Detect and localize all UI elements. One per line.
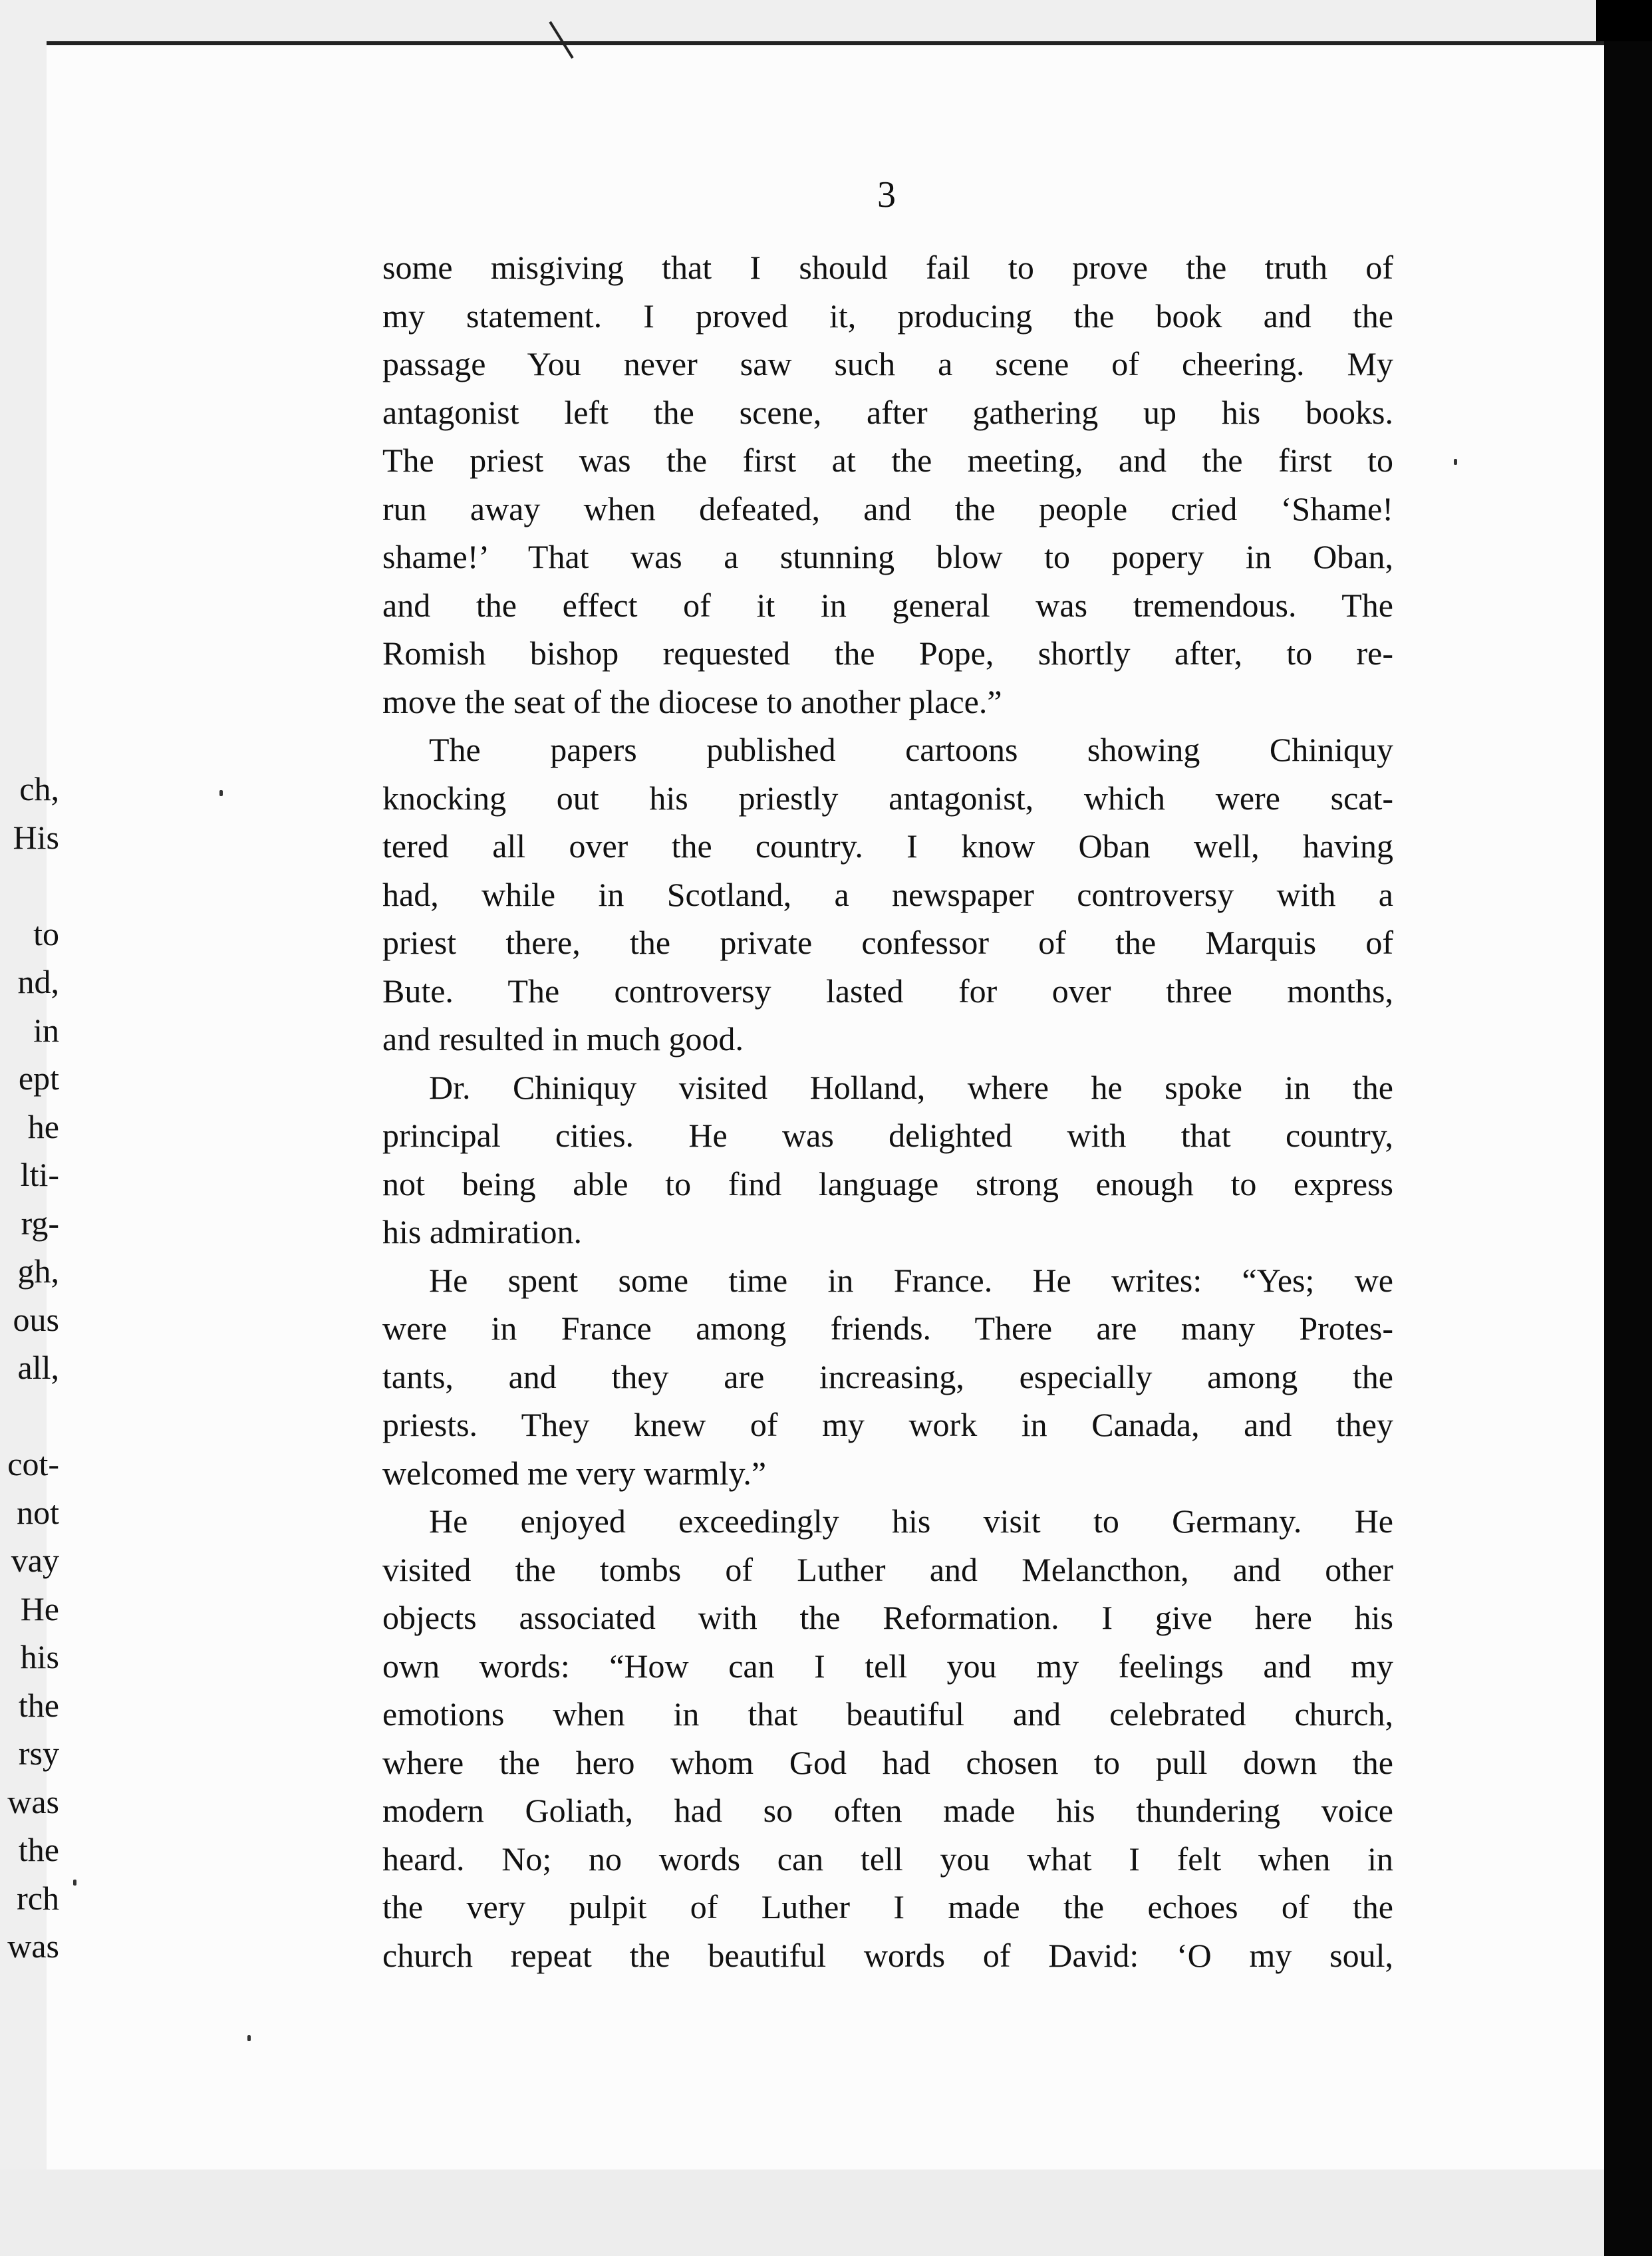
text-line: welcomed me very warmly.” xyxy=(382,1454,767,1492)
text-line: He enjoyed exceedingly his visit to Germany. He xyxy=(429,1502,1393,1540)
text-line: had, while in Scotland, a newspaper controversy with a xyxy=(382,875,1393,913)
text-line: knocking out his priestly antagonist, which were scat- xyxy=(382,779,1393,817)
margin-fragment: his xyxy=(20,1638,59,1675)
scan-speck xyxy=(1454,459,1457,465)
text-line: the very pulpit of Luther I made the echoes of the xyxy=(382,1888,1393,1925)
text-line: passage You never saw such a scene of cheering. My xyxy=(382,345,1393,382)
margin-fragment: cot- xyxy=(7,1445,59,1482)
text-line: shame!’ That was a stunning blow to popery in Oban, xyxy=(382,538,1393,575)
scan-speck xyxy=(247,2035,251,2041)
text-line: were in France among friends. There are many Protes- xyxy=(382,1310,1393,1347)
text-line: modern Goliath, had so often made his thundering voice xyxy=(382,1792,1393,1829)
text-line: Bute. The controversy lasted for over three months, xyxy=(382,972,1393,1010)
text-line: tered all over the country. I know Oban well, having xyxy=(382,827,1393,865)
margin-fragment: His xyxy=(13,818,59,856)
margin-fragment: he xyxy=(27,1107,59,1145)
margin-fragment: the xyxy=(18,1686,59,1724)
margin-fragment: not xyxy=(17,1493,59,1531)
body-text xyxy=(382,243,1393,1979)
text-line: emotions when in that beautiful and celebrated church, xyxy=(382,1695,1393,1733)
text-line: own words: “How can I tell you my feelings and my xyxy=(382,1647,1393,1685)
text-line: church repeat the beautiful words of David: ‘O my soul, xyxy=(382,1936,1393,1974)
text-line: tants, and they are increasing, especially among the xyxy=(382,1357,1393,1395)
text-line: not being able to find language strong enough to express xyxy=(382,1165,1393,1202)
text-line: principal cities. He was delighted with that country, xyxy=(382,1117,1393,1154)
margin-fragment: vay xyxy=(11,1542,59,1579)
text-line: where the hero whom God had chosen to pull down the xyxy=(382,1743,1393,1781)
text-line: heard. No; no words can tell you what I felt when in xyxy=(382,1840,1393,1878)
margin-fragment: the xyxy=(18,1831,59,1868)
text-line: The papers published cartoons showing Chiniquy xyxy=(429,731,1393,768)
text-line: and resulted in much good. xyxy=(382,1020,744,1058)
text-line: The priest was the first at the meeting, and the first to xyxy=(382,442,1393,479)
text-line: visited the tombs of Luther and Melancthon, and other xyxy=(382,1550,1393,1588)
text-line: Romish bishop requested the Pope, shortly after, to re- xyxy=(382,634,1393,672)
text-line: priest there, the private confessor of the Marquis of xyxy=(382,924,1393,961)
scan-bottom-margin xyxy=(0,2170,1604,2256)
text-line: his admiration. xyxy=(382,1213,582,1250)
text-line: objects associated with the Reformation. I give here his xyxy=(382,1599,1393,1636)
margin-fragment: in xyxy=(33,1011,59,1049)
margin-fragment: to xyxy=(33,915,59,952)
margin-fragment: ch, xyxy=(19,770,59,807)
text-line: He spent some time in France. He writes: “Yes; we xyxy=(429,1261,1393,1299)
margin-fragment: rsy xyxy=(18,1735,59,1772)
margin-fragment: rch xyxy=(17,1879,59,1917)
margin-fragment: all, xyxy=(17,1349,59,1386)
margin-fragment: ous xyxy=(13,1300,59,1338)
margin-fragment: was xyxy=(7,1927,59,1965)
text-line: some misgiving that I should fail to prove the truth of xyxy=(382,249,1393,286)
margin-fragment: He xyxy=(20,1590,59,1627)
text-line: antagonist left the scene, after gathering up his books. xyxy=(382,393,1393,431)
scan-right-border xyxy=(1604,41,1652,2256)
scan-speck xyxy=(219,790,223,796)
text-line: run away when defeated, and the people cried ‘Shame! xyxy=(382,490,1393,527)
text-line: move the seat of the diocese to another place.” xyxy=(382,682,1002,720)
text-line: Dr. Chiniquy visited Holland, where he spoke in the xyxy=(429,1068,1393,1106)
text-line: priests. They knew of my work in Canada, and they xyxy=(382,1406,1393,1443)
margin-fragment: lti- xyxy=(20,1156,59,1193)
text-line: and the effect of it in general was tremendous. The xyxy=(382,586,1393,624)
scan-speck xyxy=(73,1880,76,1886)
margin-fragment: gh, xyxy=(17,1252,59,1290)
margin-fragment: nd, xyxy=(17,963,59,1000)
text-line: my statement. I proved it, producing the book and the xyxy=(382,297,1393,335)
margin-fragment: rg- xyxy=(21,1204,59,1242)
margin-fragment: ept xyxy=(18,1059,59,1097)
page-number: 3 xyxy=(877,174,896,215)
margin-fragment: was xyxy=(7,1782,59,1820)
